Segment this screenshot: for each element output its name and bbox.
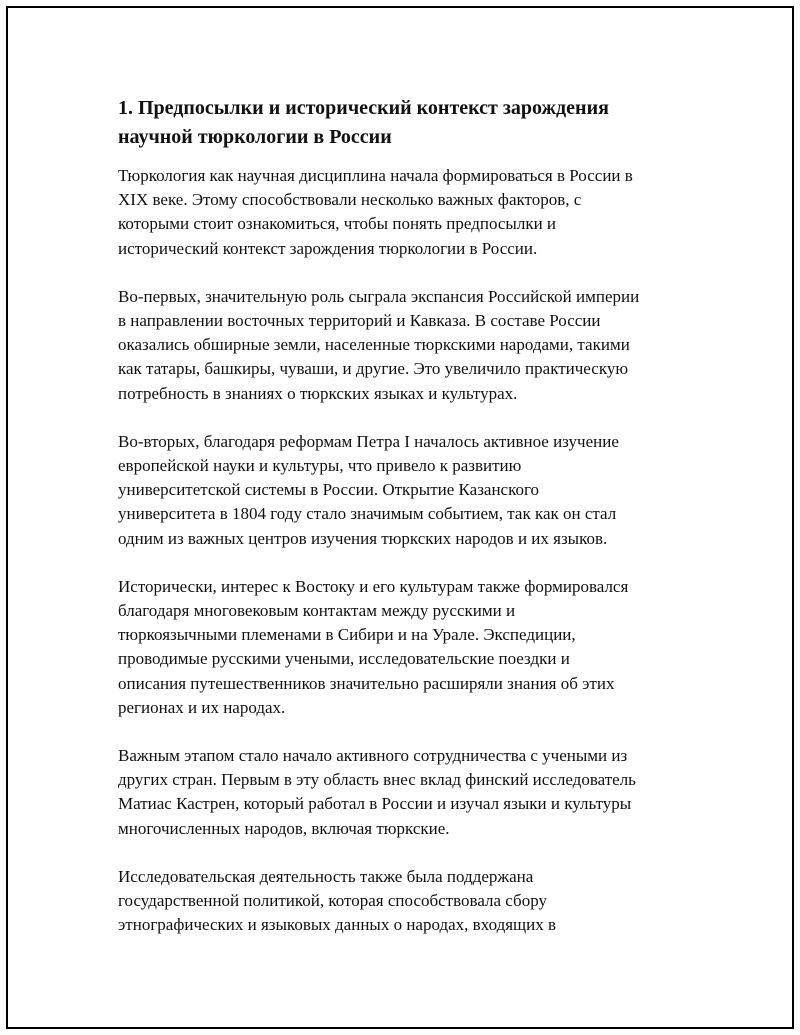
paragraph-international-cooperation: Важным этапом стало начало активного сотрудничества с учеными из других стран. Первым в эту область внес вклад финский исследователь Матиас Кастрен, который работал в России и изучал языки и культуры многочисленных народов, включая тюркские.	[118, 746, 636, 838]
document-body	[118, 94, 708, 961]
paragraph-intro: Тюркология как научная дисциплина начала формироваться в России в XIX веке. Этому способствовали несколько важных факторов, с которыми стоит ознакомиться, чтобы понять предпосылки и исторический контекст зарождения тюркологии в России.	[118, 166, 633, 258]
section-heading: 1. Предпосылки и исторический контекст зарождения научной тюркологии в России	[118, 97, 609, 148]
paragraph-state-policy: Исследовательская деятельность также была поддержана государственной политикой, которая способствовала сбору этнографических и языковых данных о народах, входящих в	[118, 866, 557, 935]
paragraph-historical-contacts: Исторически, интерес к Востоку и его культурам также формировался благодаря многовековым контактам между русскими и тюркоязычными племенами в Сибири и на Урале. Экспедиции, проводимые русскими учеными, исследовательские поездки и описания путешественников значительно расширяли знания об этих регионах и их народах.	[118, 576, 629, 717]
paragraph-first-factor: Во-первых, значительную роль сыграла экспансия Российской империи в направлении восточных территорий и Кавказа. В составе России оказались обширные земли, населенные тюркскими народами, такими как татары, башкиры, чуваши, и другие. Это увеличило практическую потребность в знаниях о тюркских языках и культурах.	[118, 286, 640, 403]
paragraph-second-factor: Во-вторых, благодаря реформам Петра I началось активное изучение европейской науки и культуры, что привело к развитию университетской системы в России. Открытие Казанского университета в 1804 году стало значимым событием, так как он стал одним из важных центров изучения тюркских народов и их языков.	[118, 431, 619, 548]
